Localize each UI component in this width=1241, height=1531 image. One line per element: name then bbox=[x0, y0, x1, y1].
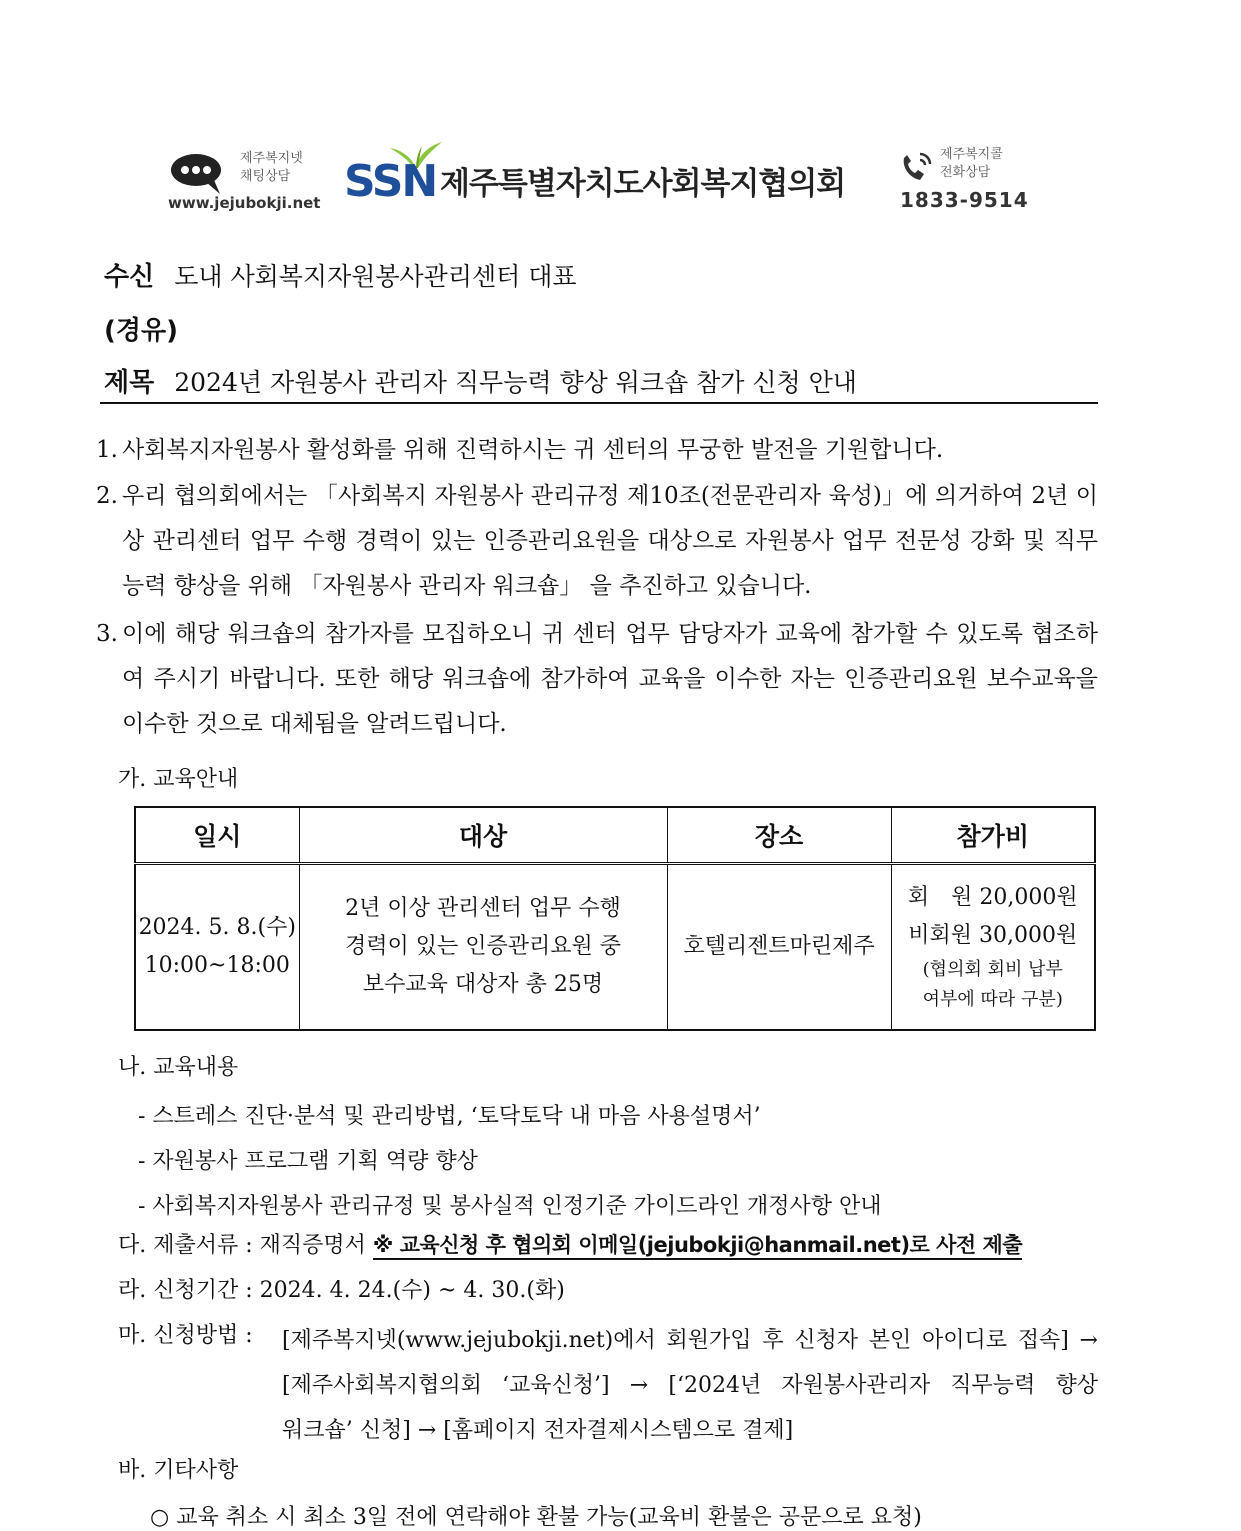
recipient-line bbox=[104, 256, 577, 293]
method-label: 마. 신청방법 : bbox=[118, 1323, 253, 1348]
letterhead bbox=[168, 142, 1038, 214]
cell-target: 2년 이상 관리센터 업무 수행 경력이 있는 인증관리요원 중 보수교육 대상자 총 25명 bbox=[299, 864, 667, 1031]
method-step-line: [제주복지넷(www.jejubokji.net)에서 회원가입 후 신청자 본인 아이디로 접속] → bbox=[282, 1328, 1098, 1353]
recipient-label: 수신 bbox=[104, 262, 155, 292]
list-item: - 스트레스 진단·분석 및 관리방법, ‘토닥토닥 내 마음 사용설명서’ bbox=[138, 1104, 761, 1129]
paragraph-3: 3. 이에 해당 워크숍의 참가자를 모집하오니 귀 센터 업무 담당자가 교육에 참가할 수 있도록 협조하여 주시기 바랍니다. 또한 해당 워크숍에 참가하여 교육을 이수한 자는 인증관리요원 보수교육을 이수한 것으로 대체됨을 알려드립니다. bbox=[96, 612, 1098, 747]
phone-icon bbox=[898, 150, 936, 184]
table-header-row bbox=[135, 807, 1095, 864]
method-step-line: [제주사회복지협의회 ‘교육신청’] → [‘2024년 자원봉사관리자 직무능력 향상 bbox=[282, 1373, 1098, 1398]
education-content-list bbox=[138, 1094, 881, 1229]
paragraph-text: 이에 해당 워크숍의 참가자를 모집하오니 귀 센터 업무 담당자가 교육에 참가할 수 있도록 협조하여 주시기 바랍니다. 또한 해당 워크숍에 참가하여 교육을 이수한 자는 인증관리요원 보수교육을 이수한 것으로 대체됨을 알려드립니다. bbox=[122, 621, 1098, 737]
column-header-target: 대상 bbox=[299, 807, 667, 864]
subject-value: 2024년 자원봉사 관리자 직무능력 향상 워크숍 참가 신청 안내 bbox=[174, 368, 857, 397]
documents-label: 다. 제출서류 : 재직증명서 bbox=[118, 1233, 366, 1258]
chat-consult-label: 제주복지넷 채팅상담 bbox=[240, 151, 303, 184]
column-header-place: 장소 bbox=[667, 807, 891, 864]
via-label: (경유) bbox=[104, 316, 178, 346]
website-link[interactable]: www.jejubokji.net bbox=[168, 194, 321, 212]
education-info-heading: 가. 교육안내 bbox=[118, 767, 239, 792]
paragraph-text: 우리 협의회에서는 「사회복지 자원봉사 관리규정 제10조(전문관리자 육성)」에 의거하여 2년 이상 관리센터 업무 수행 경력이 있는 인증관리요원을 대상으로 자원봉사 업무 전문성 강화 및 직무능력 향상을 위해 「자원봉사 관리자 워크숍」 을 추진하고 있습니다. bbox=[122, 483, 1098, 599]
organization-logo bbox=[344, 142, 884, 214]
cell-date: 2024. 5. 8.(수) 10:00~18:00 bbox=[135, 864, 299, 1031]
paragraph-2: 2. 우리 협의회에서는 「사회복지 자원봉사 관리규정 제10조(전문관리자 육성)」에 의거하여 2년 이상 관리센터 업무 수행 경력이 있는 인증관리요원을 대상으로 자원봉사 업무 전문성 강화 및 직무능력 향상을 위해 「자원봉사 관리자 워크숍」 을 추진하고 있습니다. bbox=[96, 474, 1098, 609]
method-step-line: 워크숍’ 신청] → [홈페이지 전자결제시스템으로 결제] bbox=[282, 1418, 794, 1443]
documents-highlight: ※ 교육신청 후 협의회 이메일(jejubokji@hanmail.net)로 사전 제출 bbox=[373, 1233, 1022, 1260]
cell-place: 호텔리젠트마린제주 bbox=[667, 864, 891, 1031]
paragraph-1: 1. 사회복지자원봉사 활성화를 위해 진력하시는 귀 센터의 무궁한 발전을 기원합니다. bbox=[96, 428, 1098, 473]
column-header-date: 일시 bbox=[135, 807, 299, 864]
list-item: - 자원봉사 프로그램 기획 역량 향상 bbox=[138, 1149, 478, 1174]
education-content-heading: 나. 교육내용 bbox=[118, 1055, 239, 1080]
phone-number[interactable]: 1833-9514 bbox=[900, 188, 1029, 212]
chat-bubble-icon bbox=[170, 152, 230, 196]
column-header-fee: 참가비 bbox=[891, 807, 1095, 864]
via-line bbox=[104, 310, 198, 347]
organization-name: 제주특별자치도사회복지협의회 bbox=[440, 166, 846, 202]
method-steps bbox=[282, 1318, 1098, 1453]
period-line: 라. 신청기간 : 2024. 4. 24.(수) ~ 4. 30.(화) bbox=[118, 1278, 565, 1303]
recipient-value: 도내 사회복지자원봉사관리센터 대표 bbox=[174, 262, 577, 291]
etc-heading: 바. 기타사항 bbox=[118, 1458, 239, 1483]
chat-consult-block[interactable] bbox=[168, 146, 328, 212]
etc-note: ○ 교육 취소 시 최소 3일 전에 연락해야 환불 가능(교육비 환불은 공문으로 요청) bbox=[150, 1505, 922, 1530]
list-item: - 사회복지자원봉사 관리규정 및 봉사실적 인정기준 가이드라인 개정사항 안내 bbox=[138, 1194, 882, 1219]
divider bbox=[100, 402, 1098, 404]
documents-line bbox=[118, 1228, 1022, 1259]
subject-line bbox=[104, 362, 857, 399]
call-consult-label: 제주복지콜 전화상담 bbox=[940, 147, 1003, 180]
cell-fee: 회 원 20,000원 비회원 30,000원 (협의회 회비 납부 여부에 따라 구분) bbox=[891, 864, 1095, 1031]
education-info-table bbox=[134, 806, 1096, 1031]
table-row bbox=[135, 864, 1095, 1031]
subject-label: 제목 bbox=[104, 368, 155, 398]
call-consult-block[interactable] bbox=[898, 144, 1038, 214]
ssn-logo-text: SSN bbox=[344, 156, 437, 207]
paragraph-text: 사회복지자원봉사 활성화를 위해 진력하시는 귀 센터의 무궁한 발전을 기원합니다. bbox=[122, 437, 944, 463]
